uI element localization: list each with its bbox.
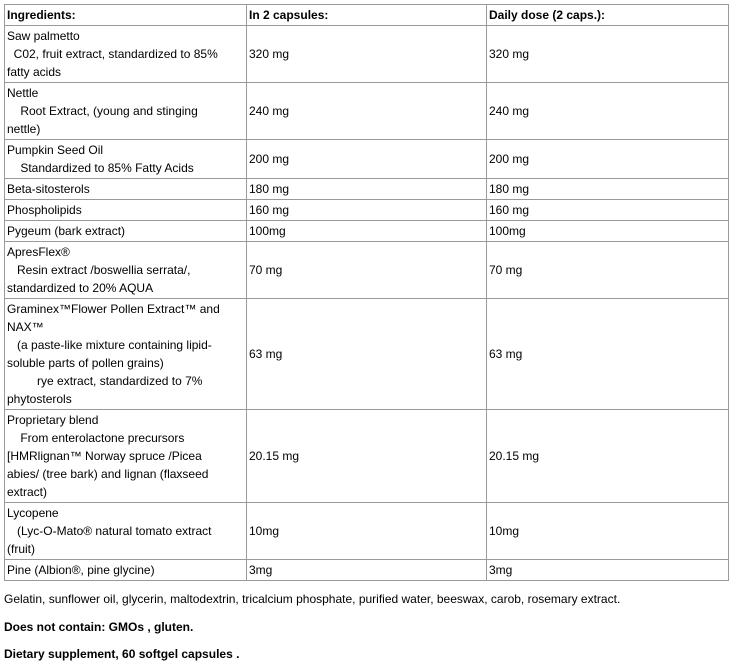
ingredient-name-line: C02, fruit extract, standardized to 85% xyxy=(7,47,218,61)
ingredient-name-line: rye extract, standardized to 7% xyxy=(7,374,203,388)
header-daily-dose: Daily dose (2 caps.): xyxy=(487,5,729,26)
ingredient-name-cell xyxy=(5,83,247,140)
ingredient-name-cell xyxy=(5,410,247,503)
table-row xyxy=(5,410,729,503)
table-row xyxy=(5,221,729,242)
daily-dose-amount: 63 mg xyxy=(487,299,729,410)
table-row xyxy=(5,503,729,560)
ingredient-name-cell xyxy=(5,221,247,242)
table-row xyxy=(5,299,729,410)
ingredient-name-line: From enterolactone precursors xyxy=(7,431,185,445)
daily-dose-amount: 10mg xyxy=(487,503,729,560)
table-row xyxy=(5,179,729,200)
daily-dose-amount: 160 mg xyxy=(487,200,729,221)
ingredient-name-line: Phospholipids xyxy=(7,203,82,217)
table-body xyxy=(5,26,729,581)
daily-dose-amount: 320 mg xyxy=(487,26,729,83)
amount-in-2-capsules: 320 mg xyxy=(247,26,487,83)
ingredient-name-line: Standardized to 85% Fatty Acids xyxy=(7,161,194,175)
ingredient-name-line: phytosterols xyxy=(7,392,72,406)
amount-in-2-capsules: 63 mg xyxy=(247,299,487,410)
table-row xyxy=(5,200,729,221)
amount-in-2-capsules: 180 mg xyxy=(247,179,487,200)
daily-dose-amount: 70 mg xyxy=(487,242,729,299)
ingredient-name-cell xyxy=(5,299,247,410)
ingredient-name-line: soluble parts of pollen grains) xyxy=(7,356,164,370)
amount-in-2-capsules: 160 mg xyxy=(247,200,487,221)
daily-dose-amount: 200 mg xyxy=(487,140,729,179)
ingredient-name-cell xyxy=(5,560,247,581)
ingredient-name-cell xyxy=(5,200,247,221)
ingredients-table xyxy=(4,4,729,581)
ingredient-name-line: Proprietary blend xyxy=(7,413,99,427)
amount-in-2-capsules: 100mg xyxy=(247,221,487,242)
ingredient-name-line: [HMRlignan™ Norway spruce /Picea xyxy=(7,449,202,463)
ingredient-name-cell xyxy=(5,242,247,299)
ingredient-name-cell xyxy=(5,140,247,179)
table-row xyxy=(5,242,729,299)
does-not-contain-text: Does not contain: GMOs , gluten. xyxy=(4,620,194,634)
ingredient-name-line: Root Extract, (young and stinging xyxy=(7,104,198,118)
ingredient-name-cell xyxy=(5,179,247,200)
table-row xyxy=(5,140,729,179)
amount-in-2-capsules: 70 mg xyxy=(247,242,487,299)
amount-in-2-capsules: 200 mg xyxy=(247,140,487,179)
amount-in-2-capsules: 3mg xyxy=(247,560,487,581)
ingredient-name-line: Lycopene xyxy=(7,506,59,520)
ingredient-name-line: Beta-sitosterols xyxy=(7,182,90,196)
ingredient-name-line: Pine (Albion®, pine glycine) xyxy=(7,563,155,577)
ingredient-name-line: ApresFlex® xyxy=(7,245,70,259)
ingredient-name-line: NAX™ xyxy=(7,320,44,334)
ingredient-name-line: Resin extract /boswellia serrata/, xyxy=(7,263,191,277)
table-row xyxy=(5,26,729,83)
other-ingredients-text: Gelatin, sunflower oil, glycerin, maltodextrin, tricalcium phosphate, purified water, beeswax, carob, rosemary extract. xyxy=(4,592,621,606)
table-header-row xyxy=(5,5,729,26)
ingredient-name-line: fatty acids xyxy=(7,65,62,79)
daily-dose-amount: 180 mg xyxy=(487,179,729,200)
table-row xyxy=(5,560,729,581)
ingredient-name-cell xyxy=(5,26,247,83)
amount-in-2-capsules: 20.15 mg xyxy=(247,410,487,503)
ingredient-name-cell xyxy=(5,503,247,560)
supplement-info-text: Dietary supplement, 60 softgel capsules . xyxy=(4,647,240,661)
daily-dose-amount: 240 mg xyxy=(487,83,729,140)
ingredient-name-line: Pygeum (bark extract) xyxy=(7,224,126,238)
ingredient-name-line: Pumpkin Seed Oil xyxy=(7,143,104,157)
header-in-2-capsules: In 2 capsules: xyxy=(247,5,487,26)
ingredient-name-line: standardized to 20% AQUA xyxy=(7,281,154,295)
ingredient-name-line: extract) xyxy=(7,485,48,499)
amount-in-2-capsules: 10mg xyxy=(247,503,487,560)
ingredient-name-line: (fruit) xyxy=(7,542,35,556)
table-row xyxy=(5,83,729,140)
daily-dose-amount: 3mg xyxy=(487,560,729,581)
ingredient-name-line: (a paste-like mixture containing lipid- xyxy=(7,338,212,352)
daily-dose-amount: 100mg xyxy=(487,221,729,242)
ingredient-name-line: Saw palmetto xyxy=(7,29,80,43)
ingredient-name-line: (Lyc-O-Mato® natural tomato extract xyxy=(7,524,212,538)
ingredient-name-line: abies/ (tree bark) and lignan (flaxseed xyxy=(7,467,209,481)
daily-dose-amount: 20.15 mg xyxy=(487,410,729,503)
ingredient-name-line: Graminex™Flower Pollen Extract™ and xyxy=(7,302,220,316)
ingredient-name-line: nettle) xyxy=(7,122,41,136)
ingredient-name-line: Nettle xyxy=(7,86,39,100)
amount-in-2-capsules: 240 mg xyxy=(247,83,487,140)
header-ingredients: Ingredients: xyxy=(5,5,247,26)
